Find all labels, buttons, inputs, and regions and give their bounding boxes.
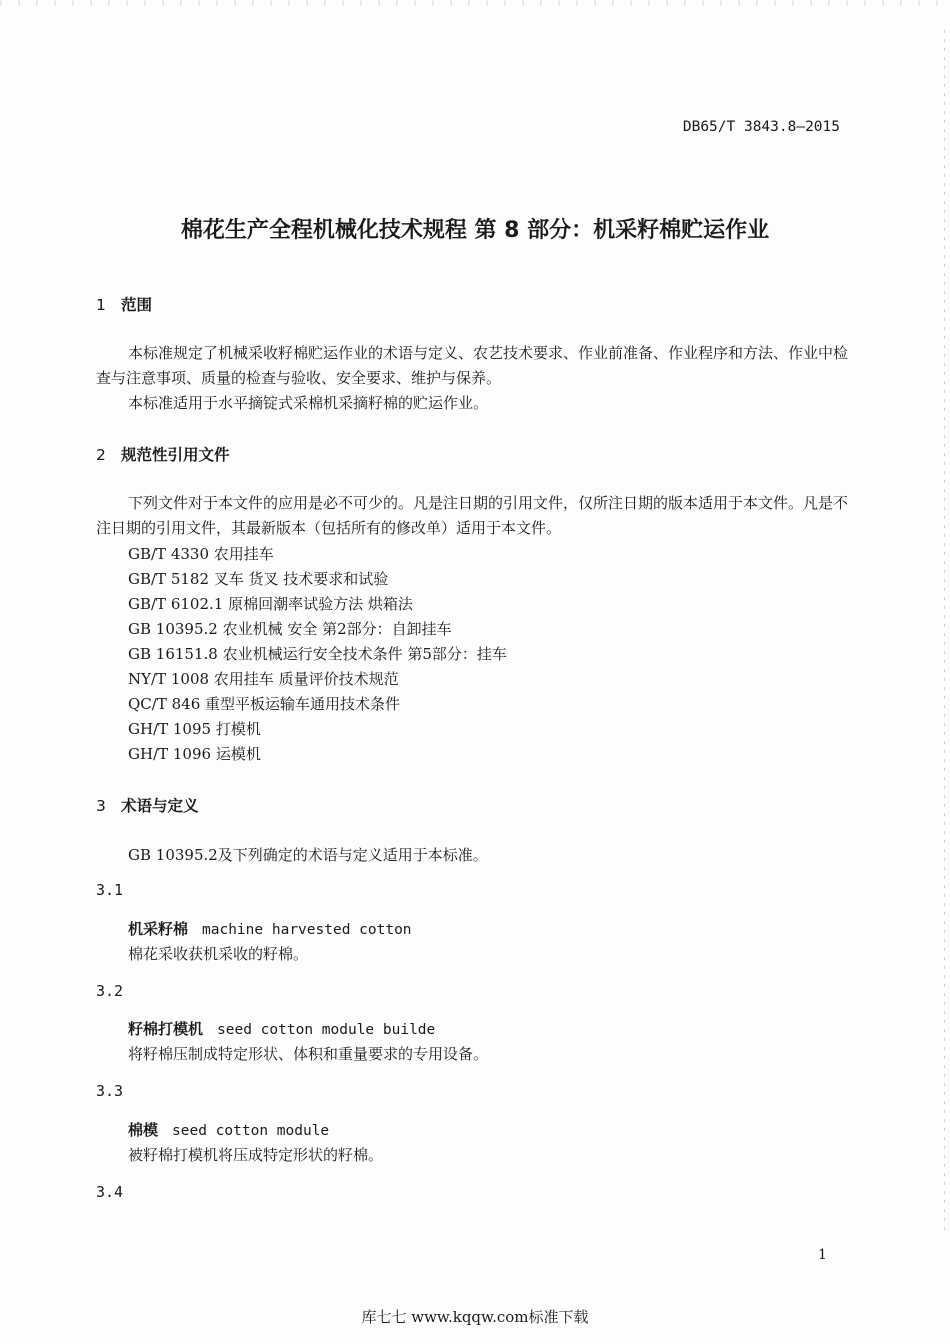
term-english: seed cotton module builde [217, 1022, 436, 1038]
clause-number: 3.3 [96, 1082, 124, 1100]
term-entry [128, 1119, 329, 1140]
reference-item: GB/T 5182 叉车 货叉 技术要求和试验 [128, 570, 389, 588]
term-english: seed cotton module [172, 1123, 330, 1139]
document-title: 棉花生产全程机械化技术规程 第 8 部分：机采籽棉贮运作业 [180, 218, 770, 243]
page-number: 1 [818, 1247, 827, 1263]
section-title: 术语与定义 [121, 797, 199, 815]
term-definition: 将籽棉压制成特定形状、体积和重量要求的专用设备。 [128, 1045, 489, 1063]
reference-item: GB/T 6102.1 原棉回潮率试验方法 烘箱法 [128, 595, 413, 613]
term-chinese: 籽棉打模机 [128, 1020, 204, 1038]
scan-artifact-top [0, 0, 950, 6]
reference-item: NY/T 1008 农用挂车 质量评价技术规范 [128, 670, 399, 688]
reference-item: GB 16151.8 农业机械运行安全技术条件 第5部分：挂车 [128, 645, 507, 663]
term-chinese: 机采籽棉 [128, 920, 189, 938]
term-entry [128, 1018, 435, 1039]
scope-paragraph-2: 本标准适用于水平摘锭式采棉机采摘籽棉的贮运作业。 [128, 394, 489, 412]
reference-item: GH/T 1096 运模机 [128, 745, 261, 763]
clause-number: 3.1 [96, 881, 124, 899]
scan-artifact-right [944, 30, 945, 1230]
terms-intro: GB 10395.2及下列确定的术语与定义适用于本标准。 [128, 846, 488, 864]
section-title: 范围 [121, 296, 153, 314]
section-heading-scope [96, 293, 152, 315]
section-heading-terms [96, 794, 199, 816]
section-number: 3 [96, 797, 106, 815]
term-entry [128, 918, 412, 939]
reference-item: GH/T 1095 打模机 [128, 720, 261, 738]
standard-code: DB65/T 3843.8—2015 [682, 119, 840, 135]
section-number: 1 [96, 296, 106, 314]
section-number: 2 [96, 446, 106, 464]
reference-item: GB/T 4330 农用挂车 [128, 545, 274, 563]
scope-paragraph-1: 本标准规定了机械采收籽棉贮运作业的术语与定义、农艺技术要求、作业前准备、作业程序和方法、作业中检查与注意事项、质量的检查与验收、安全要求、维护与保养。 [96, 344, 849, 387]
clause-number: 3.4 [96, 1183, 124, 1201]
term-chinese: 棉模 [128, 1121, 159, 1139]
term-english: machine harvested cotton [202, 922, 412, 938]
footer-watermark-text: 库七七 www.kqqw.com标准下载 [361, 1308, 589, 1326]
term-definition: 棉花采收获机采收的籽棉。 [128, 945, 309, 963]
clause-number: 3.2 [96, 982, 124, 1000]
term-definition: 被籽棉打模机将压成特定形状的籽棉。 [128, 1146, 384, 1164]
section-title: 规范性引用文件 [121, 446, 230, 464]
references-intro: 下列文件对于本文件的应用是必不可少的。凡是注日期的引用文件，仅所注日期的版本适用于本文件。凡是不注日期的引用文件，其最新版本（包括所有的修改单）适用于本文件。 [96, 494, 849, 537]
reference-item: GB 10395.2 农业机械 安全 第2部分：自卸挂车 [128, 620, 452, 638]
reference-item: QC/T 846 重型平板运输车通用技术条件 [128, 695, 401, 713]
section-heading-references [96, 443, 230, 465]
